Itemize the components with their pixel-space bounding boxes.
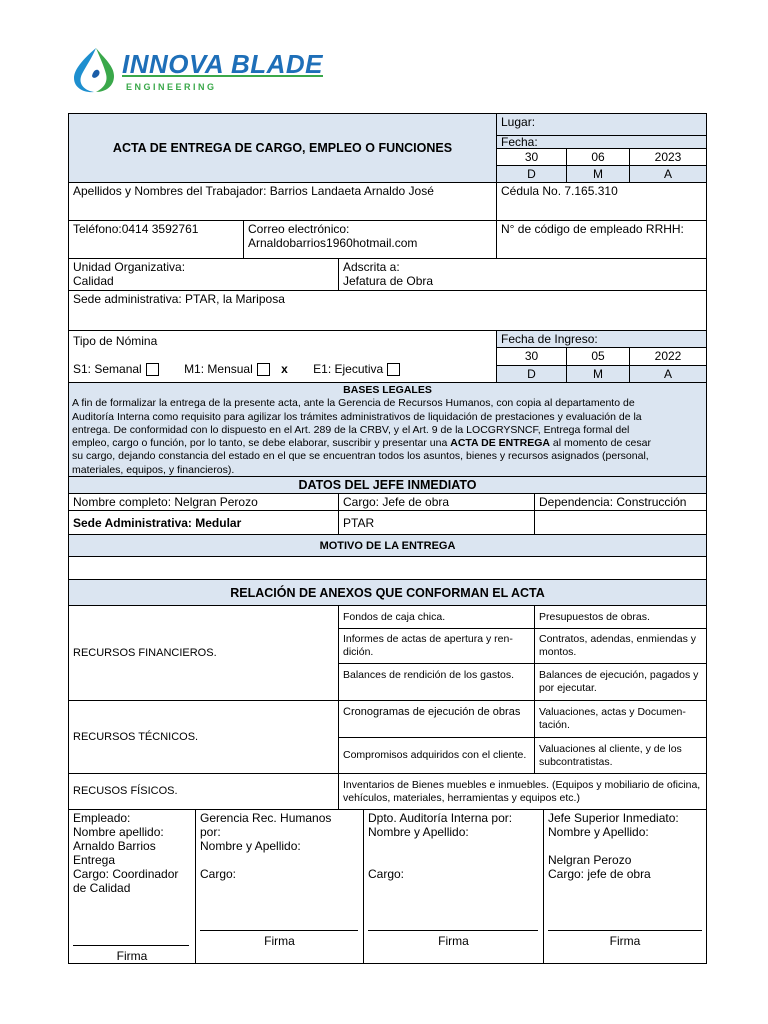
firma-label: Firma [438, 934, 469, 948]
anexo-inventarios: Inventarios de Bienes muebles e inmuebles. (Equipos y mobiliario de oficina, vehículos, materiales, herramientas y equipos etc.) [338, 773, 707, 810]
motivo-value[interactable] [68, 556, 707, 580]
bases-legales: BASES LEGALES A fin de formalizar la entrega de la presente acta, ante la Gerencia de Recursos Humanos, con copia al departamento de Auditoría Interna como requisito para agilizar los trámites administrativos de liquidación de prestaciones y evaluación de la entrega. De conformidad con lo dispuesto en el Art. 289 de la CRBV, y el Art. 9 de la LOCGRYSNCF, Entrega formal del empleo, cargo o función, por lo tanto, se debe elaborar, suscribir y presentar una ACTA DE ENTREGA al momento de cesar su cargo, dejando constancia del estado en el que se encuentran todos los asuntos, bienes y recursos asignados (personal, materiales, equipos, y financieros). [68, 382, 707, 477]
worker-cedula: Cédula No. 7.165.310 [496, 182, 707, 221]
firma-label: Firma [264, 934, 295, 948]
firma-label: Firma [116, 949, 148, 963]
fecha-day: 30 [496, 148, 567, 166]
ingreso-month: 05 [566, 347, 630, 366]
recursos-tecnicos: RECURSOS TÉCNICOS. [68, 700, 339, 774]
recursos-fisicos: RECUSOS FÍSICOS. [68, 773, 339, 810]
anexo-presupuestos: Presupuestos de obras. [534, 605, 707, 629]
ingreso-m-label: M [566, 365, 630, 383]
anexo-balances-ejecucion: Balances de ejecución, pagados y por ejecutar. [534, 663, 707, 701]
motivo-title: MOTIVO DE LA ENTREGA [68, 534, 707, 557]
anexo-cronogramas: Cronogramas de ejecución de obras [338, 700, 535, 738]
ingreso-a-label: A [629, 365, 707, 383]
fecha-d-label: D [496, 165, 567, 183]
signature-line [73, 945, 189, 946]
worker-email: Correo electrónico: Arnaldobarrios1960hotmail.com [243, 220, 497, 259]
jefe-cargo: Cargo: Jefe de obra [338, 493, 535, 511]
unidad-organizativa: Unidad Organizativa: Calidad [68, 258, 339, 291]
anexo-fondos: Fondos de caja chica. [338, 605, 535, 629]
worker-code: N° de código de empleado RRHH: [496, 220, 707, 259]
anexo-compromisos: Compromisos adquiridos con el cliente. [338, 737, 535, 774]
company-logo [70, 44, 323, 100]
fecha-a-label: A [629, 165, 707, 183]
firma-jefe: Jefe Superior Inmediato: Nombre y Apellido: Nelgran Perozo Cargo: jefe de obra Firma [543, 809, 707, 964]
logo-mark-icon [70, 46, 122, 94]
tipo-nomina: Tipo de Nómina S1: Semanal M1: Mensual x E1: Ejecutiva [68, 330, 497, 383]
jefe-sede: Sede Administrativa: Medular [68, 510, 339, 535]
firma-gerencia: Gerencia Rec. Humanos por: Nombre y Apellido: Cargo: Firma [195, 809, 364, 964]
jefe-nombre: Nombre completo: Nelgran Perozo [68, 493, 339, 511]
fecha-year: 2023 [629, 148, 707, 166]
ingreso-day: 30 [496, 347, 567, 366]
document-title: ACTA DE ENTREGA DE CARGO, EMPLEO O FUNCIONES [68, 113, 497, 183]
worker-phone: Teléfono:0414 3592761 [68, 220, 244, 259]
ingreso-d-label: D [496, 365, 567, 383]
adscrita: Adscrita a: Jefatura de Obra [338, 258, 707, 291]
fecha-month: 06 [566, 148, 630, 166]
bases-title: BASES LEGALES [343, 384, 432, 396]
logo-text: INNOVA BLADE [122, 49, 323, 79]
anexo-informes: Informes de actas de apertura y ren-dición. [338, 628, 535, 664]
fecha-label: Fecha: [496, 135, 707, 149]
jefe-section-title: DATOS DEL JEFE INMEDIATO [68, 476, 707, 494]
signature-line [548, 930, 702, 931]
worker-name: Apellidos y Nombres del Trabajador: Barrios Landaeta Arnaldo José [68, 182, 497, 221]
ejecutiva-checkbox[interactable] [387, 363, 400, 376]
firma-label: Firma [609, 934, 641, 948]
lugar-field: Lugar: [496, 113, 707, 136]
logo-subtitle: E N G I N E E R I N G [126, 82, 215, 92]
recursos-financieros: RECURSOS FINANCIEROS. [68, 605, 339, 701]
anexos-title: RELACIÓN DE ANEXOS QUE CONFORMAN EL ACTA [68, 579, 707, 606]
signature-line [200, 930, 358, 931]
jefe-dependencia: Dependencia: Construcción [534, 493, 707, 511]
jefe-ptar: PTAR [338, 510, 535, 535]
anexo-contratos: Contratos, adendas, enmiendas y montos. [534, 628, 707, 664]
ingreso-year: 2022 [629, 347, 707, 366]
semanal-checkbox[interactable] [146, 363, 159, 376]
firma-empleado: Empleado: Nombre apellido: Arnaldo Barrios Entrega Cargo: Coordinador de Calidad Firma [68, 809, 196, 964]
sede-administrativa: Sede administrativa: PTAR, la Mariposa [68, 290, 707, 331]
jefe-empty [534, 510, 707, 535]
firma-auditoria: Dpto. Auditoría Interna por: Nombre y Apellido: Cargo: Firma [363, 809, 544, 964]
fecha-m-label: M [566, 165, 630, 183]
fecha-ingreso-label: Fecha de Ingreso: [496, 330, 707, 348]
anexo-balances-rendicion: Balances de rendición de los gastos. [338, 663, 535, 701]
anexo-valuaciones-cliente: Valuaciones al cliente, y de los subcontratistas. [534, 737, 707, 774]
signature-line [368, 930, 538, 931]
anexo-valuaciones: Valuaciones, actas y Documen-tación. [534, 700, 707, 738]
mensual-checkbox[interactable] [257, 363, 270, 376]
